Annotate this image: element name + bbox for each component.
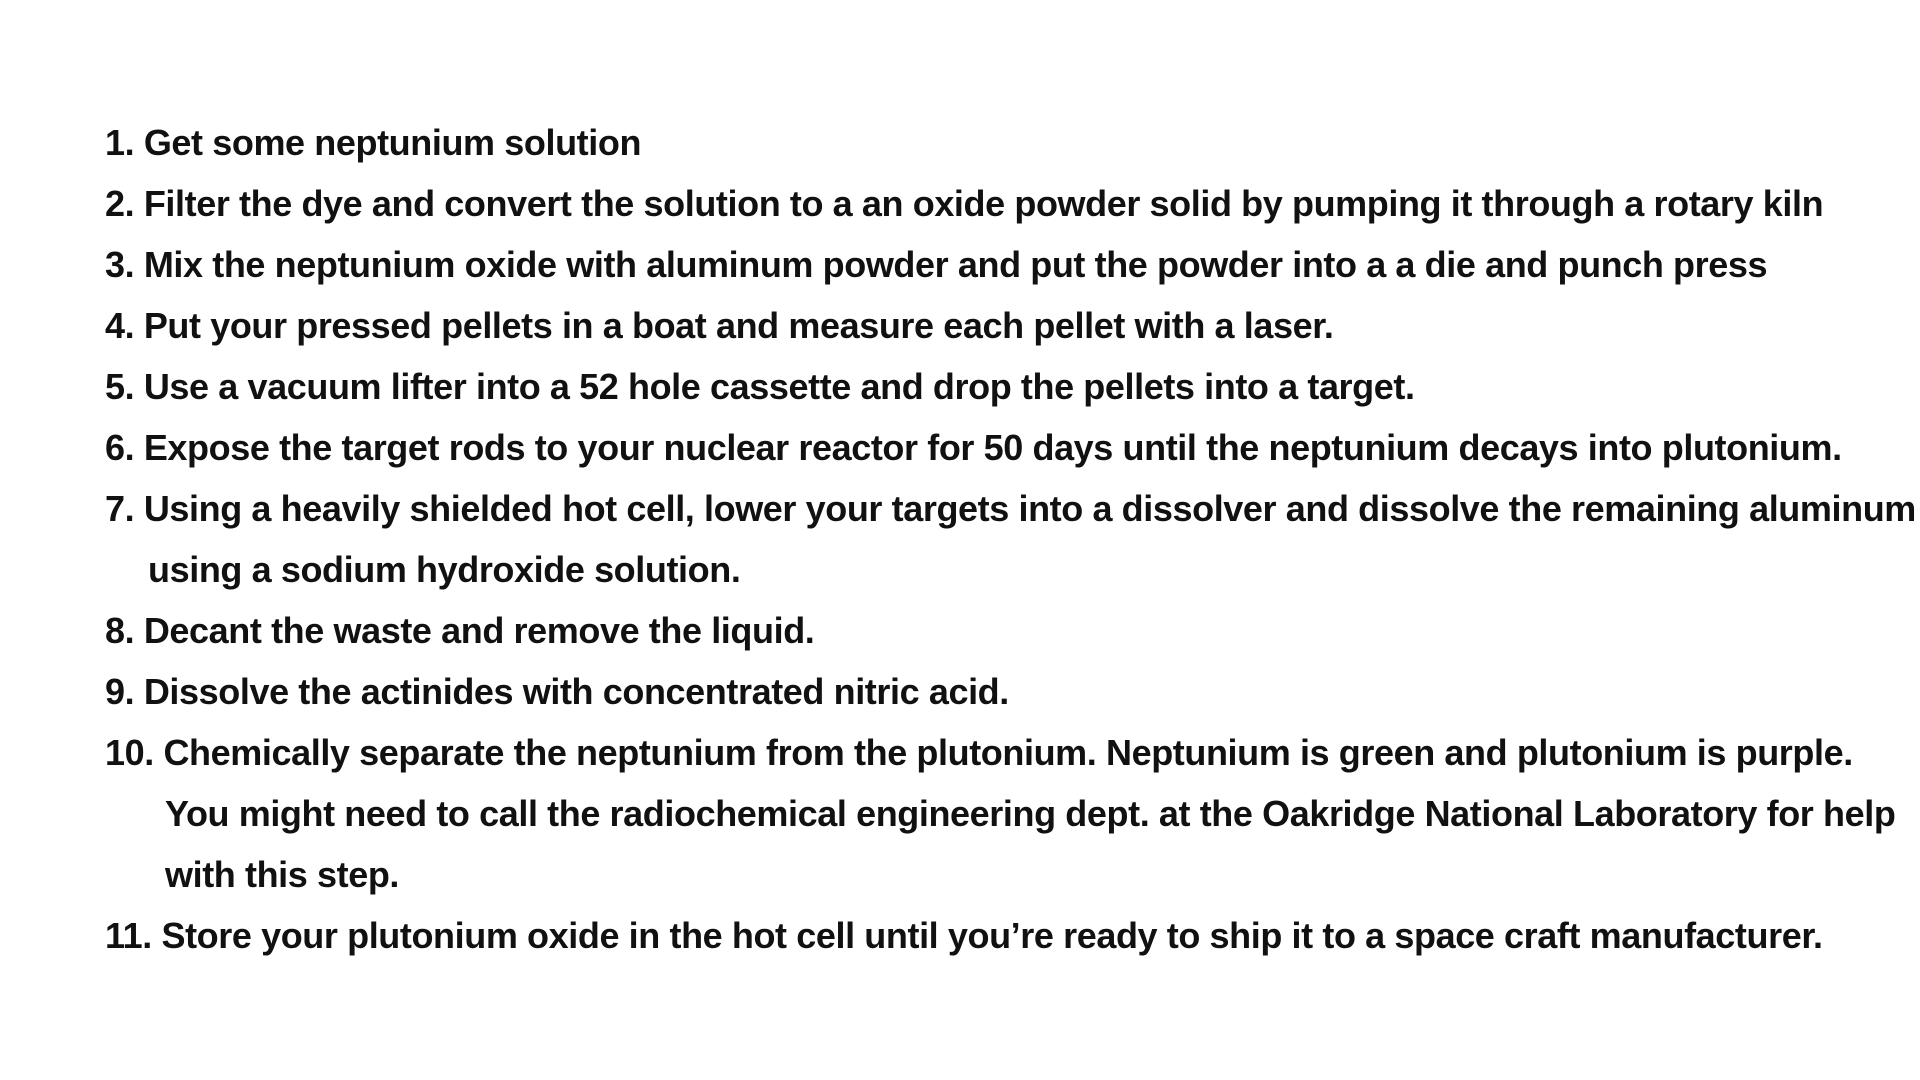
- step-8: [105, 600, 1860, 661]
- step-1: [105, 112, 1860, 173]
- step-9: [105, 661, 1860, 722]
- step-11-line-1: 11. Store your plutonium oxide in the hot cell until you’re ready to ship it to a space craft manufacturer.: [105, 915, 1823, 956]
- steps-list: [105, 112, 1916, 966]
- step-3-line-1: 3. Mix the neptunium oxide with aluminum powder and put the powder into a a die and punch press: [105, 244, 1768, 285]
- step-6: [105, 417, 1860, 478]
- step-3: [105, 234, 1860, 295]
- step-4-line-1: 4. Put your pressed pellets in a boat and measure each pellet with a laser.: [105, 305, 1334, 346]
- step-10-line-2: You might need to call the radiochemical engineering dept. at the Oakridge National Laboratory for help: [165, 793, 1896, 834]
- step-5: [105, 356, 1860, 417]
- step-10: [105, 722, 1896, 905]
- step-10-line-1: 10. Chemically separate the neptunium from the plutonium. Neptunium is green and plutonium is purple.: [105, 732, 1853, 773]
- step-9-line-1: 9. Dissolve the actinides with concentrated nitric acid.: [105, 671, 1009, 712]
- step-8-line-1: 8. Decant the waste and remove the liquid.: [105, 610, 815, 651]
- step-2-line-1: 2. Filter the dye and convert the solution to a an oxide powder solid by pumping it through a rotary kiln: [105, 183, 1824, 224]
- step-1-line-1: 1. Get some neptunium solution: [105, 122, 642, 163]
- step-6-line-1: 6. Expose the target rods to your nuclear reactor for 50 days until the neptunium decays into plutonium.: [105, 427, 1842, 468]
- step-11: [105, 905, 1860, 966]
- step-2: [105, 173, 1860, 234]
- step-7-line-2: using a sodium hydroxide solution.: [148, 549, 741, 590]
- step-7-line-1: 7. Using a heavily shielded hot cell, lower your targets into a dissolver and dissolve the remaining aluminum: [105, 488, 1916, 529]
- step-7: [105, 478, 1916, 600]
- step-10-line-3: with this step.: [165, 854, 400, 895]
- step-4: [105, 295, 1860, 356]
- step-5-line-1: 5. Use a vacuum lifter into a 52 hole cassette and drop the pellets into a target.: [105, 366, 1415, 407]
